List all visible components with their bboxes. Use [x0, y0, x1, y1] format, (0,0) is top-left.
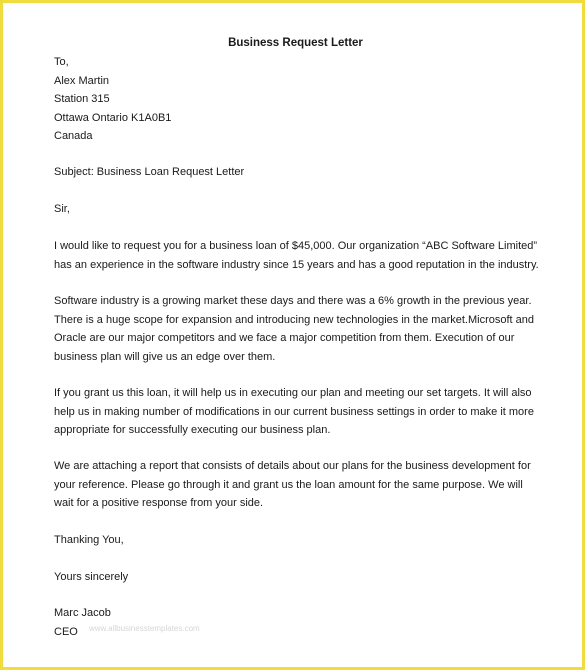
- paragraph-line: has an experience in the software industry since 15 years and has a good reputation in the industry.: [54, 258, 539, 271]
- to-line: To,: [54, 56, 69, 68]
- paragraph-line: There is a huge scope for expansion and introducing new technologies in the market.Microsoft and: [54, 313, 535, 326]
- paragraph-line: Software industry is a growing market these days and there was a 6% growth in the previous year.: [54, 295, 532, 307]
- letter-title: Business Request Letter: [228, 37, 363, 49]
- closing-block: [54, 568, 534, 587]
- subject-line: Subject: Business Loan Request Letter: [54, 166, 245, 178]
- address-line: Canada: [54, 130, 93, 142]
- paragraph: [54, 237, 539, 274]
- closing-line: Yours sincerely: [54, 571, 129, 583]
- paragraph: [54, 457, 534, 513]
- greeting-block: [54, 200, 534, 219]
- paragraph-line: your reference. Please go through it and grant us the loan amount for the same purpose. We will: [54, 478, 523, 491]
- watermark-text: www.allbusinesstemplates.com: [89, 624, 200, 633]
- subject-block: [54, 163, 534, 182]
- paragraph-line: If you grant us this loan, it will help us in executing our plan and meeting our set targets. It will also: [54, 387, 532, 399]
- address-line: Alex Martin: [54, 74, 110, 87]
- signer-name: Marc Jacob: [54, 607, 111, 619]
- paragraph-line: wait for a positive response from your side.: [54, 497, 264, 509]
- paragraph-line: appropriate for successfully executing our business plan.: [54, 424, 331, 436]
- thanks-block: [54, 531, 534, 550]
- paragraph-line: Oracle are our major competitors and we face a major competition from them. Execution of our: [54, 332, 515, 344]
- paragraph: [54, 384, 534, 440]
- address-line: Ottawa Ontario K1A0B1: [54, 111, 172, 124]
- paragraph: [54, 292, 534, 366]
- signer-title: CEO: [54, 625, 78, 638]
- address-line: Station 315: [54, 93, 110, 105]
- paragraph-line: I would like to request you for a business loan of $45,000. Our organization “ABC Software Limited”: [54, 240, 538, 252]
- greeting: Sir,: [54, 203, 70, 215]
- paragraph-line: business plan will give us an edge over them.: [54, 350, 276, 363]
- thanks-line: Thanking You,: [54, 534, 124, 546]
- recipient-block: [54, 53, 534, 146]
- paragraph-line: help us in making number of modifications in our current business settings in order to make it more: [54, 405, 534, 418]
- paragraph-line: We are attaching a report that consists of details about our plans for the business development for: [54, 460, 531, 472]
